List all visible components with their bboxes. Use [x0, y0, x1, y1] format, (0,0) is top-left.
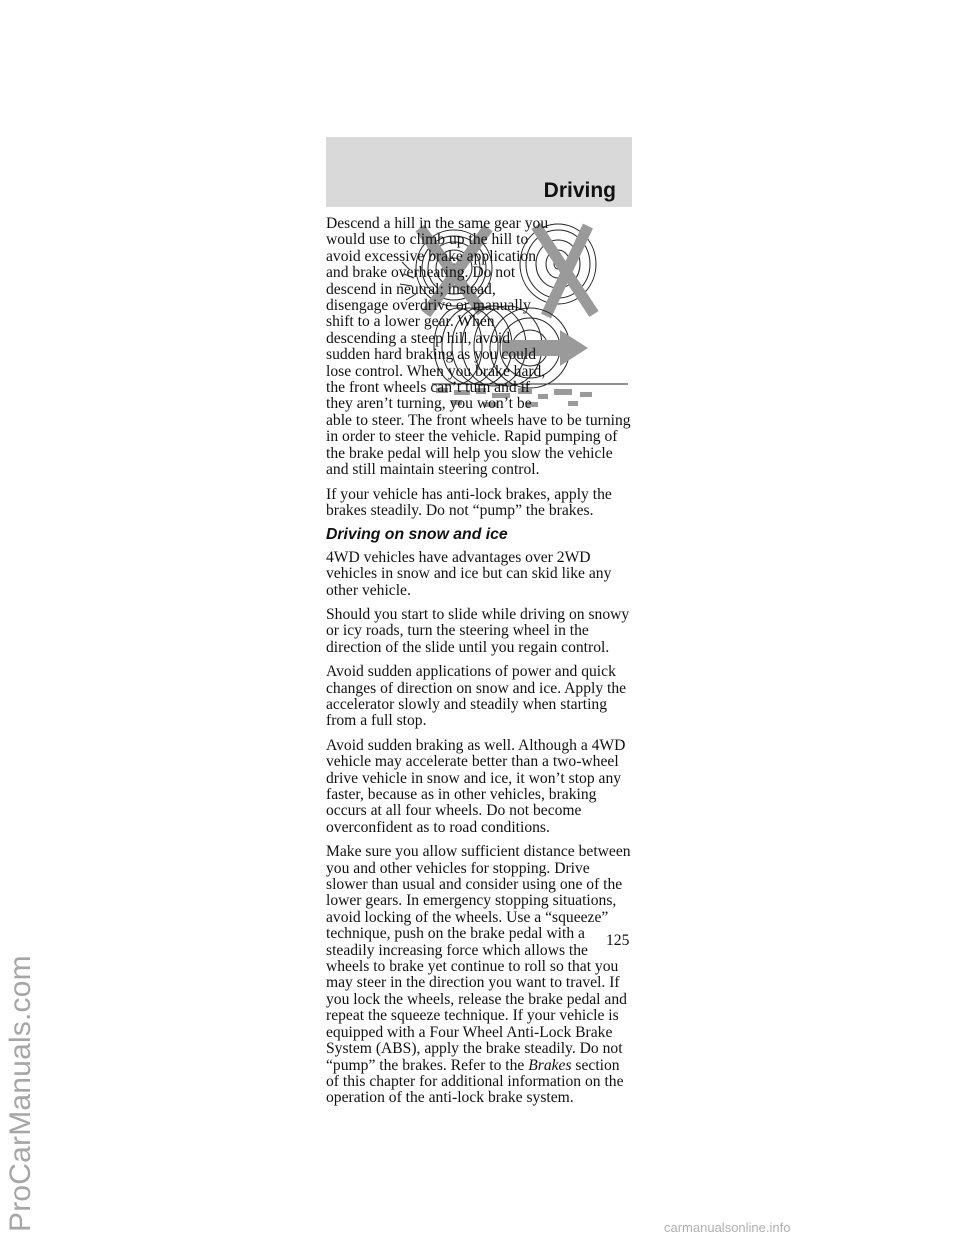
paragraph-distance-end: section of this chapter for additional information on the operation of the anti-lock brake system.	[326, 1056, 624, 1107]
paragraph-continuation: able to steer. The front wheels have to be turning in order to steer the vehicle. Rapid pumping of the brake pedal will help you slow the vehicle and still maintain steering control.	[326, 411, 631, 479]
paragraph-line: lose control. When you brake hard,	[326, 362, 546, 380]
side-watermark: ProCarManuals.com	[4, 955, 37, 1232]
body-text	[326, 216, 634, 1115]
paragraph-power: Avoid sudden applications of power and quick changes of direction on snow and ice. Apply the accelerator slowly and steadily when starting from a full stop.	[326, 663, 627, 730]
paragraph-slide: Should you start to slide while driving on snowy or icy roads, turn the steering wheel in the direction of the slide until you regain control.	[326, 605, 630, 656]
paragraph-line: Descend a hill in the same gear you	[326, 215, 549, 232]
paragraph-line: descend in neutral; instead,	[326, 280, 496, 298]
paragraph-descend-hill	[326, 216, 634, 479]
section-heading: Driving on snow and ice	[326, 526, 508, 544]
brakes-reference: Brakes	[528, 1056, 572, 1074]
paragraph-line: avoid excessive brake application	[326, 247, 536, 265]
paragraph-line: shift to a lower gear. When	[326, 313, 495, 331]
paragraph-line: sudden hard braking as you could	[326, 346, 537, 364]
paragraph-line: descending a steep hill, avoid	[326, 329, 511, 347]
paragraph-anti-lock: If your vehicle has anti-lock brakes, apply the brakes steadily. Do not “pump” the brakes.	[326, 485, 612, 519]
footer-watermark: carmanualsonline.info	[664, 1220, 791, 1235]
paragraph-lines-wrapped	[326, 216, 634, 413]
paragraph-line: would use to climb up the hill to	[326, 231, 529, 249]
paragraph-4wd-advantages: 4WD vehicles have advantages over 2WD vehicles in snow and ice but can skid like any other vehicle.	[326, 548, 612, 599]
paragraph-line: disengage overdrive or manually	[326, 297, 531, 315]
paragraph-line: they aren’t turning, you won’t be	[326, 395, 532, 413]
paragraph-distance-text: Make sure you allow sufficient distance between you and other vehicles for stopping. Drive slower than usual and consider using one of the lower gears. In emergency stopping situations, avoid locking of the wheels. Use a “squeeze” technique, push on the brake pedal with a steadily increasing force which allows the wheels to brake yet continue to roll so that you may steer in the direction you want to travel. If you lock the wheels, release the brake pedal and repeat the squeeze technique. If your vehicle is equipped with a Four Wheel Anti-Lock Brake System (ABS), apply the brake steadily. Do not “pump” the brakes. Refer to the	[326, 843, 631, 1074]
paragraph-braking: Avoid sudden braking as well. Although a 4WD vehicle may accelerate better than a two-wheel drive vehicle in snow and ice, it won’t stop any faster, because as in other vehicles, braking occurs at all four wheels. Do not become overconfident as to road conditions.	[326, 736, 626, 836]
paragraph-distance	[326, 844, 634, 1107]
paragraph-line: the front wheels can’t turn and if	[326, 379, 531, 397]
section-title: Driving	[543, 179, 616, 202]
paragraph-line: and brake overheating. Do not	[326, 264, 516, 282]
header-band	[326, 137, 632, 207]
page-number: 125	[606, 932, 630, 949]
